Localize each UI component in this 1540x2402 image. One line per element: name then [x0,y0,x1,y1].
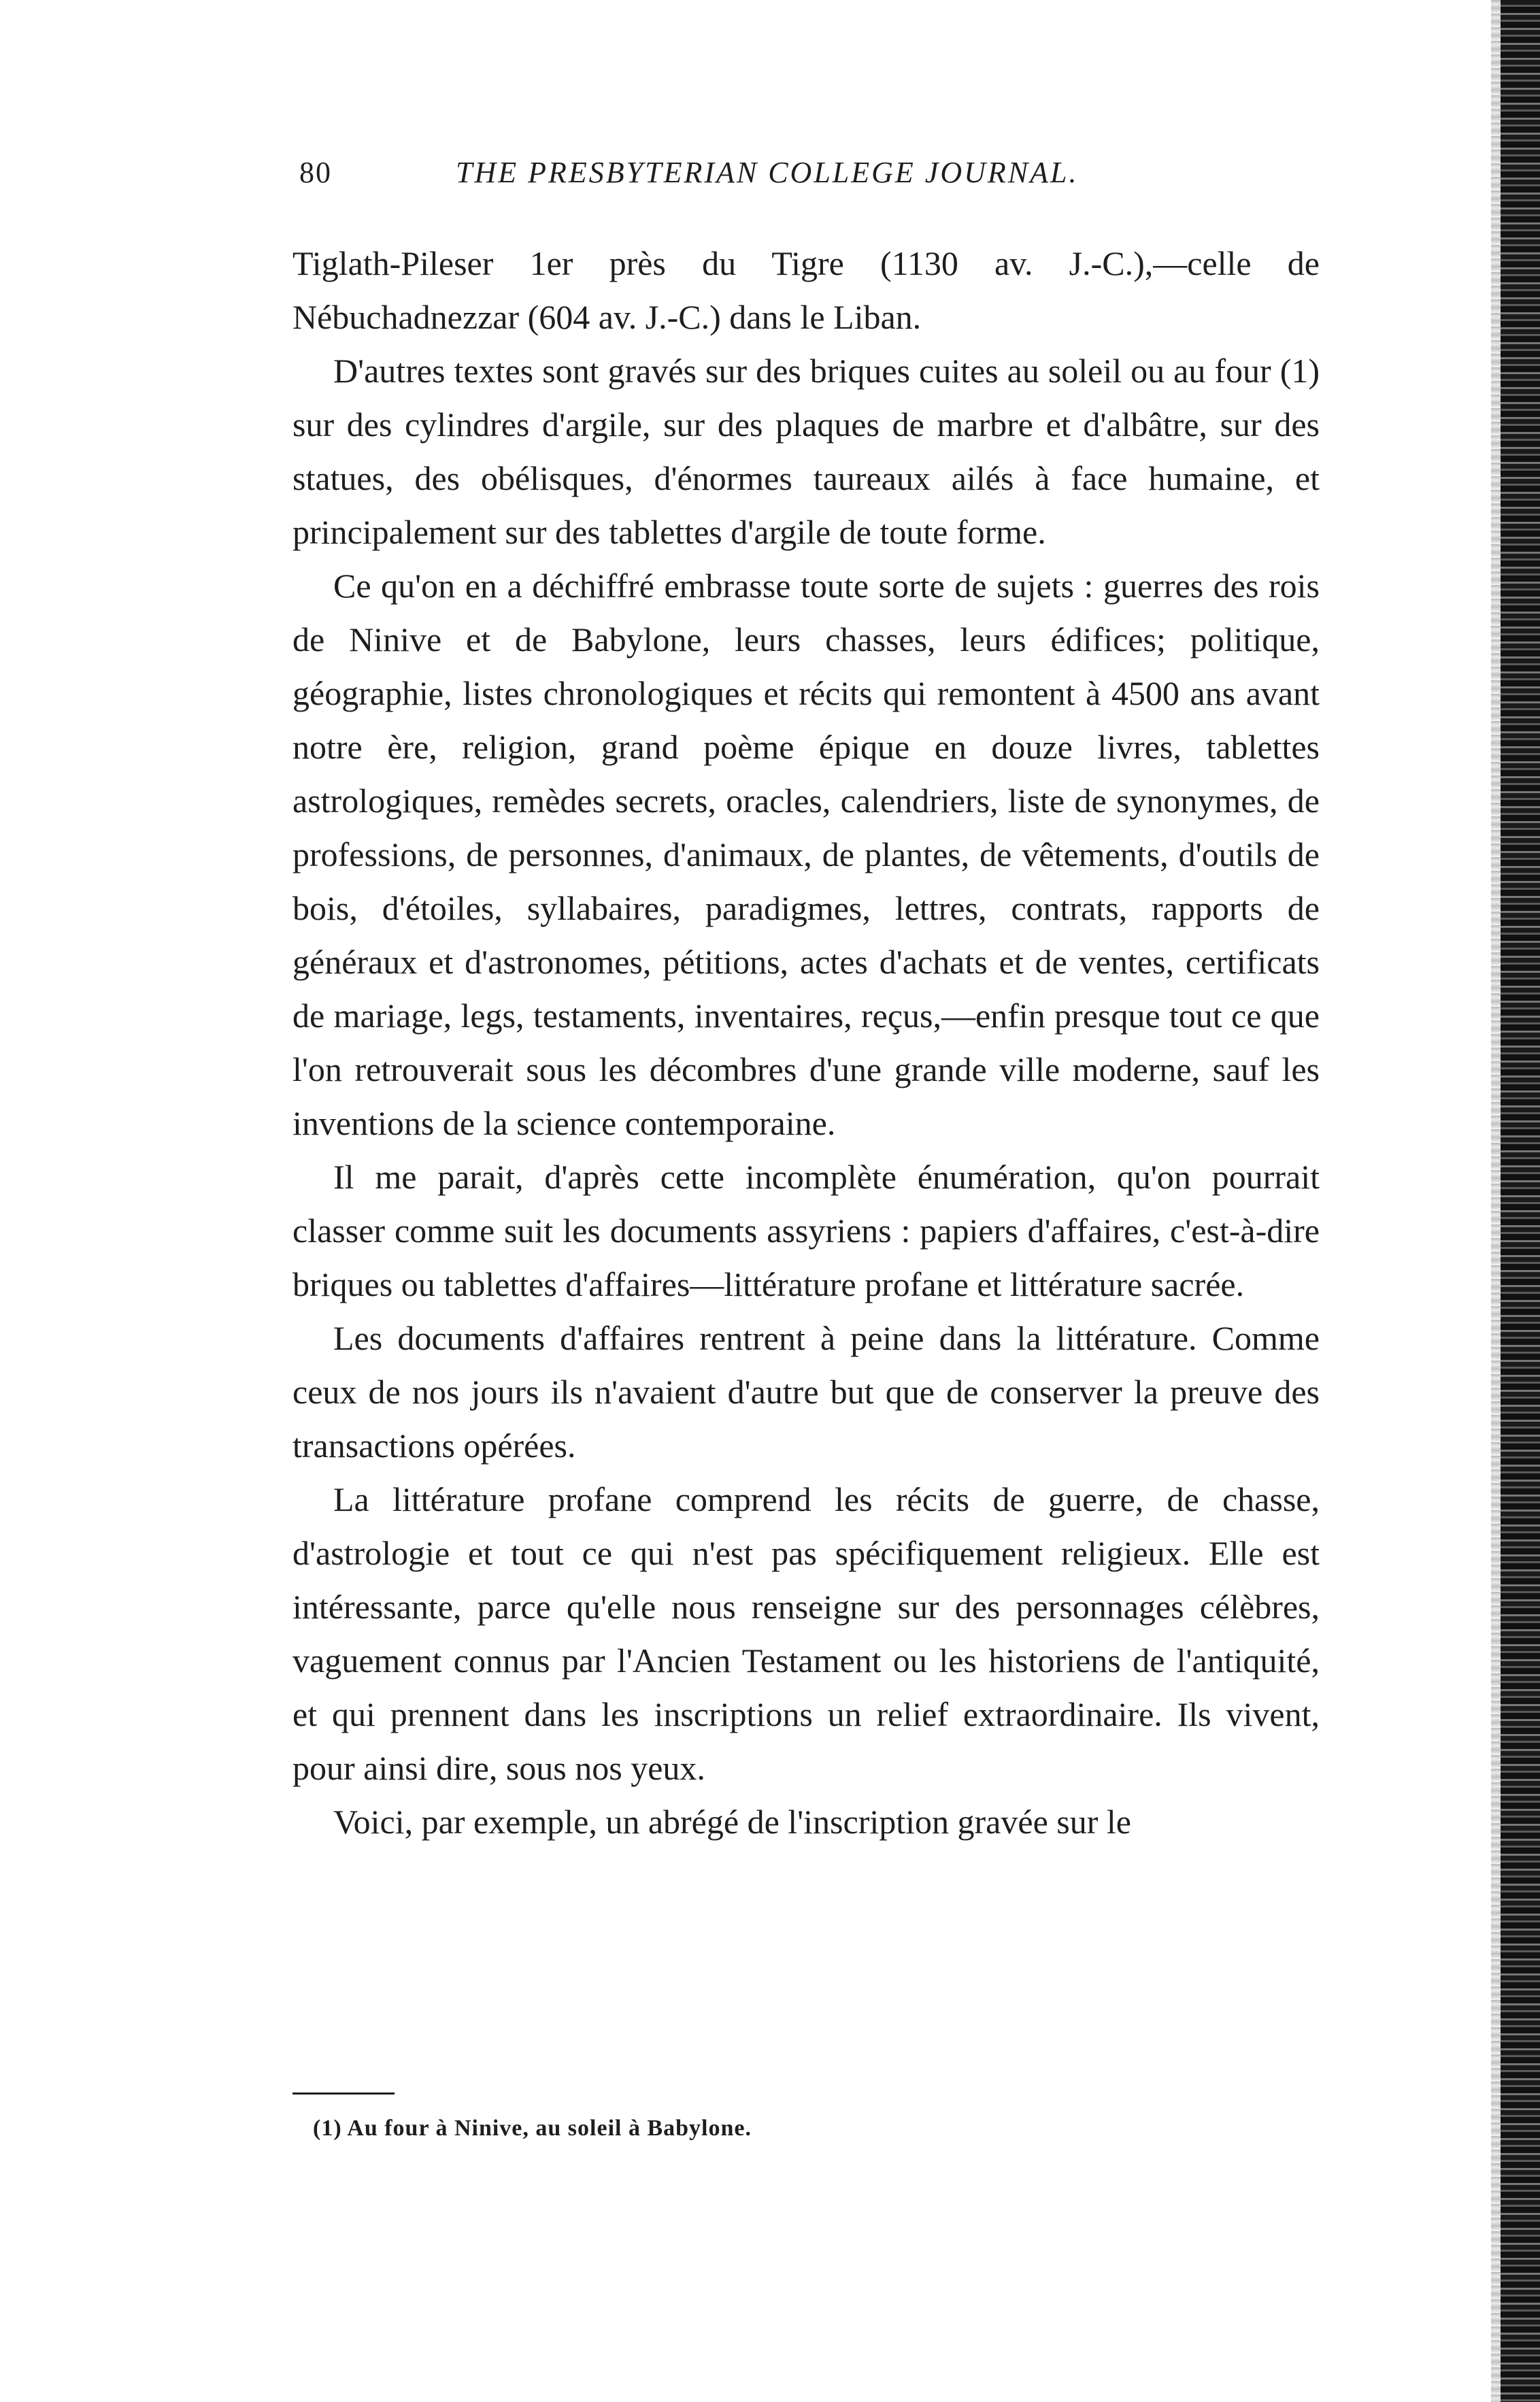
running-head [299,155,1333,203]
paragraph-3: Ce qu'on en a déchiffré embrasse toute sorte de sujets : guerres des rois de Ninive et de Babylone, leurs chasses, leurs édifices; politique, géographie, listes chronologiques et récits qui remontent à 4500 ans avant notre ère, religion, grand poème épique en douze livres, tablettes astrologiques, remèdes secrets, oracles, calendriers, liste de synonymes, de professions, de personnes, d'animaux, de plantes, de vêtements, d'outils de bois, d'étoiles, syllabaires, paradigmes, lettres, contrats, rapports de généraux et d'astronomes, pétitions, actes d'achats et de ventes, certificats de mariage, legs, testaments, inventaires, reçus,—enfin presque tout ce que l'on retrouverait sous les décombres d'une grande ville moderne, sauf les inventions de la science contemporaine. [292,567,1320,1142]
body-text [292,237,1320,1849]
paragraph-4: Il me parait, d'après cette incomplète énumération, qu'on pourrait classer comme suit les documents assyriens : papiers d'affaires, c'est-à-dire briques ou tablettes d'affaires—littérature profane et littérature sacrée. [292,1158,1320,1303]
paragraph-1: Tiglath-Pileser 1er près du Tigre (1130 av. J.-C.),—celle de Nébuchadnezzar (604 av. J.-C.) dans le Liban. [292,244,1320,336]
footnote-rule [292,2092,395,2095]
paragraph-7: Voici, par exemple, un abrégé de l'inscription gravée sur le [333,1803,1131,1841]
footnote: (1) Au four à Ninive, au soleil à Babylone. [313,2116,752,2141]
paragraph-2: D'autres textes sont gravés sur des briques cuites au soleil ou au four (1) sur des cylindres d'argile, sur des plaques de marbre et d'albâtre, sur des statues, des obélisques, d'énormes taureaux ailés à face humaine, et principalement sur des tablettes d'argile de toute forme. [292,352,1320,551]
journal-title: THE PRESBYTERIAN COLLEGE JOURNAL. [456,156,1079,189]
page-number: 80 [299,156,332,189]
book-spine-edge [1501,0,1540,2402]
page-edge-shadow [1491,0,1501,2402]
paragraph-6: La littérature profane comprend les récits de guerre, de chasse, d'astrologie et tout ce qui n'est pas spécifiquement religieux. Elle est intéressante, parce qu'elle nous renseigne sur des personnages célèbres, vaguement connus par l'Ancien Testament ou les historiens de l'antiquité, et qui prennent dans les inscriptions un relief extraordinaire. Ils vivent, pour ainsi dire, sous nos yeux. [292,1480,1320,1787]
paragraph-5: Les documents d'affaires rentrent à peine dans la littérature. Comme ceux de nos jours ils n'avaient d'autre but que de conserver la preuve des transactions opérées. [292,1319,1320,1465]
